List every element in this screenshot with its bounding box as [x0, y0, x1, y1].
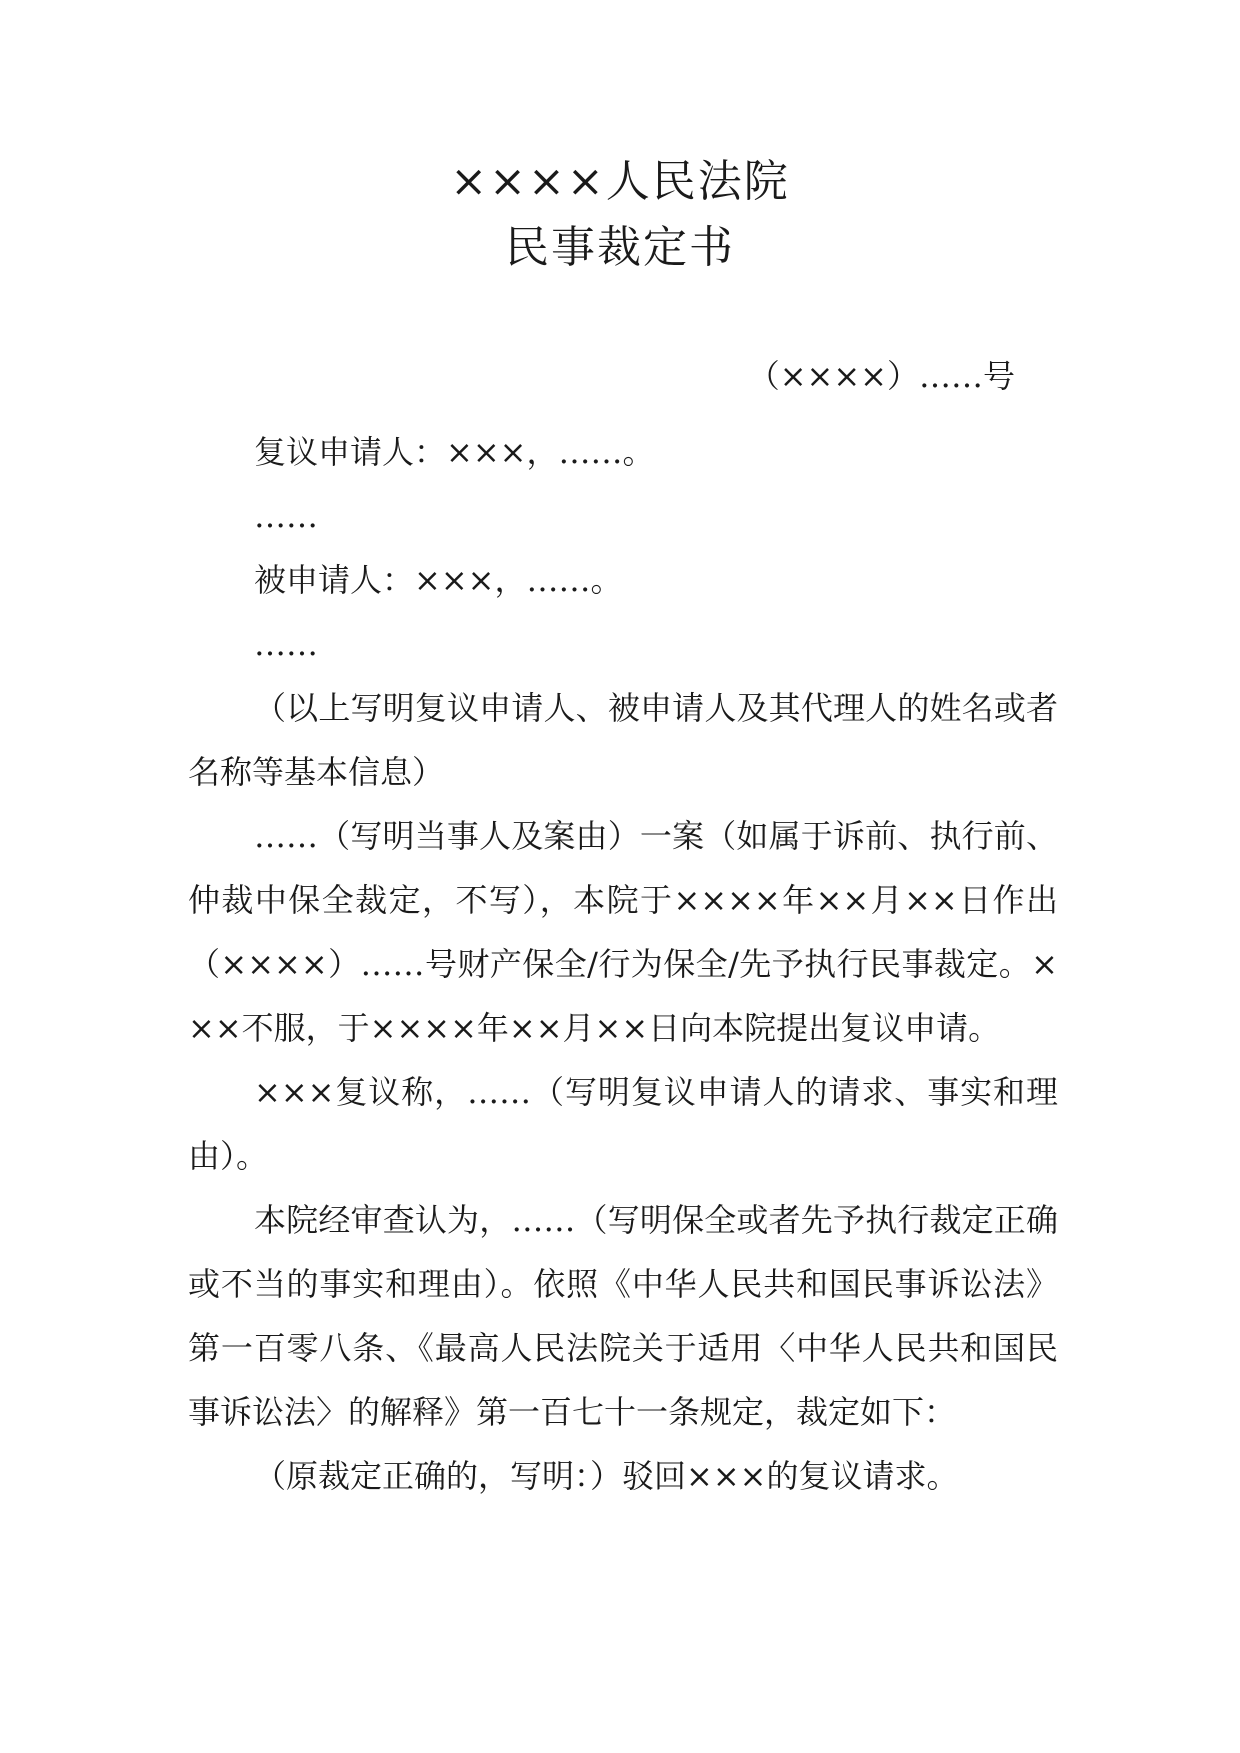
respondent-ellipsis: ……	[254, 625, 318, 663]
document-body	[188, 420, 1058, 1508]
case-number: （××××）……号	[747, 357, 1015, 395]
applicant-claim-paragraph: ×××复议称，……（写明复议申请人的请求、事实和理由）。	[188, 1073, 1058, 1175]
ruling-paragraph: （原裁定正确的，写明：）驳回×××的复议请求。	[254, 1457, 959, 1495]
applicant-ellipsis: ……	[254, 497, 318, 535]
applicant-line: 复议申请人：×××，……。	[254, 433, 655, 471]
court-reasoning-paragraph: 本院经审查认为，……（写明保全或者先予执行裁定正确或不当的事实和理由）。依照《中华人民共和国民事诉讼法》第一百零八条、《最高人民法院关于适用〈中华人民共和国民事诉讼法〉的解释》第一百七十一条规定，裁定如下：	[188, 1201, 1058, 1431]
court-title: ××××人民法院	[450, 156, 790, 207]
respondent-line: 被申请人：×××，……。	[254, 561, 623, 599]
case-background-paragraph: ……（写明当事人及案由）一案（如属于诉前、执行前、仲裁中保全裁定，不写），本院于××××年××月××日作出（××××）……号财产保全/行为保全/先予执行民事裁定。×××不服，于××××年××月××日向本院提出复议申请。	[188, 817, 1058, 1047]
document-type-title: 民事裁定书	[505, 222, 735, 273]
parties-note: （以上写明复议申请人、被申请人及其代理人的姓名或者名称等基本信息）	[188, 689, 1058, 791]
